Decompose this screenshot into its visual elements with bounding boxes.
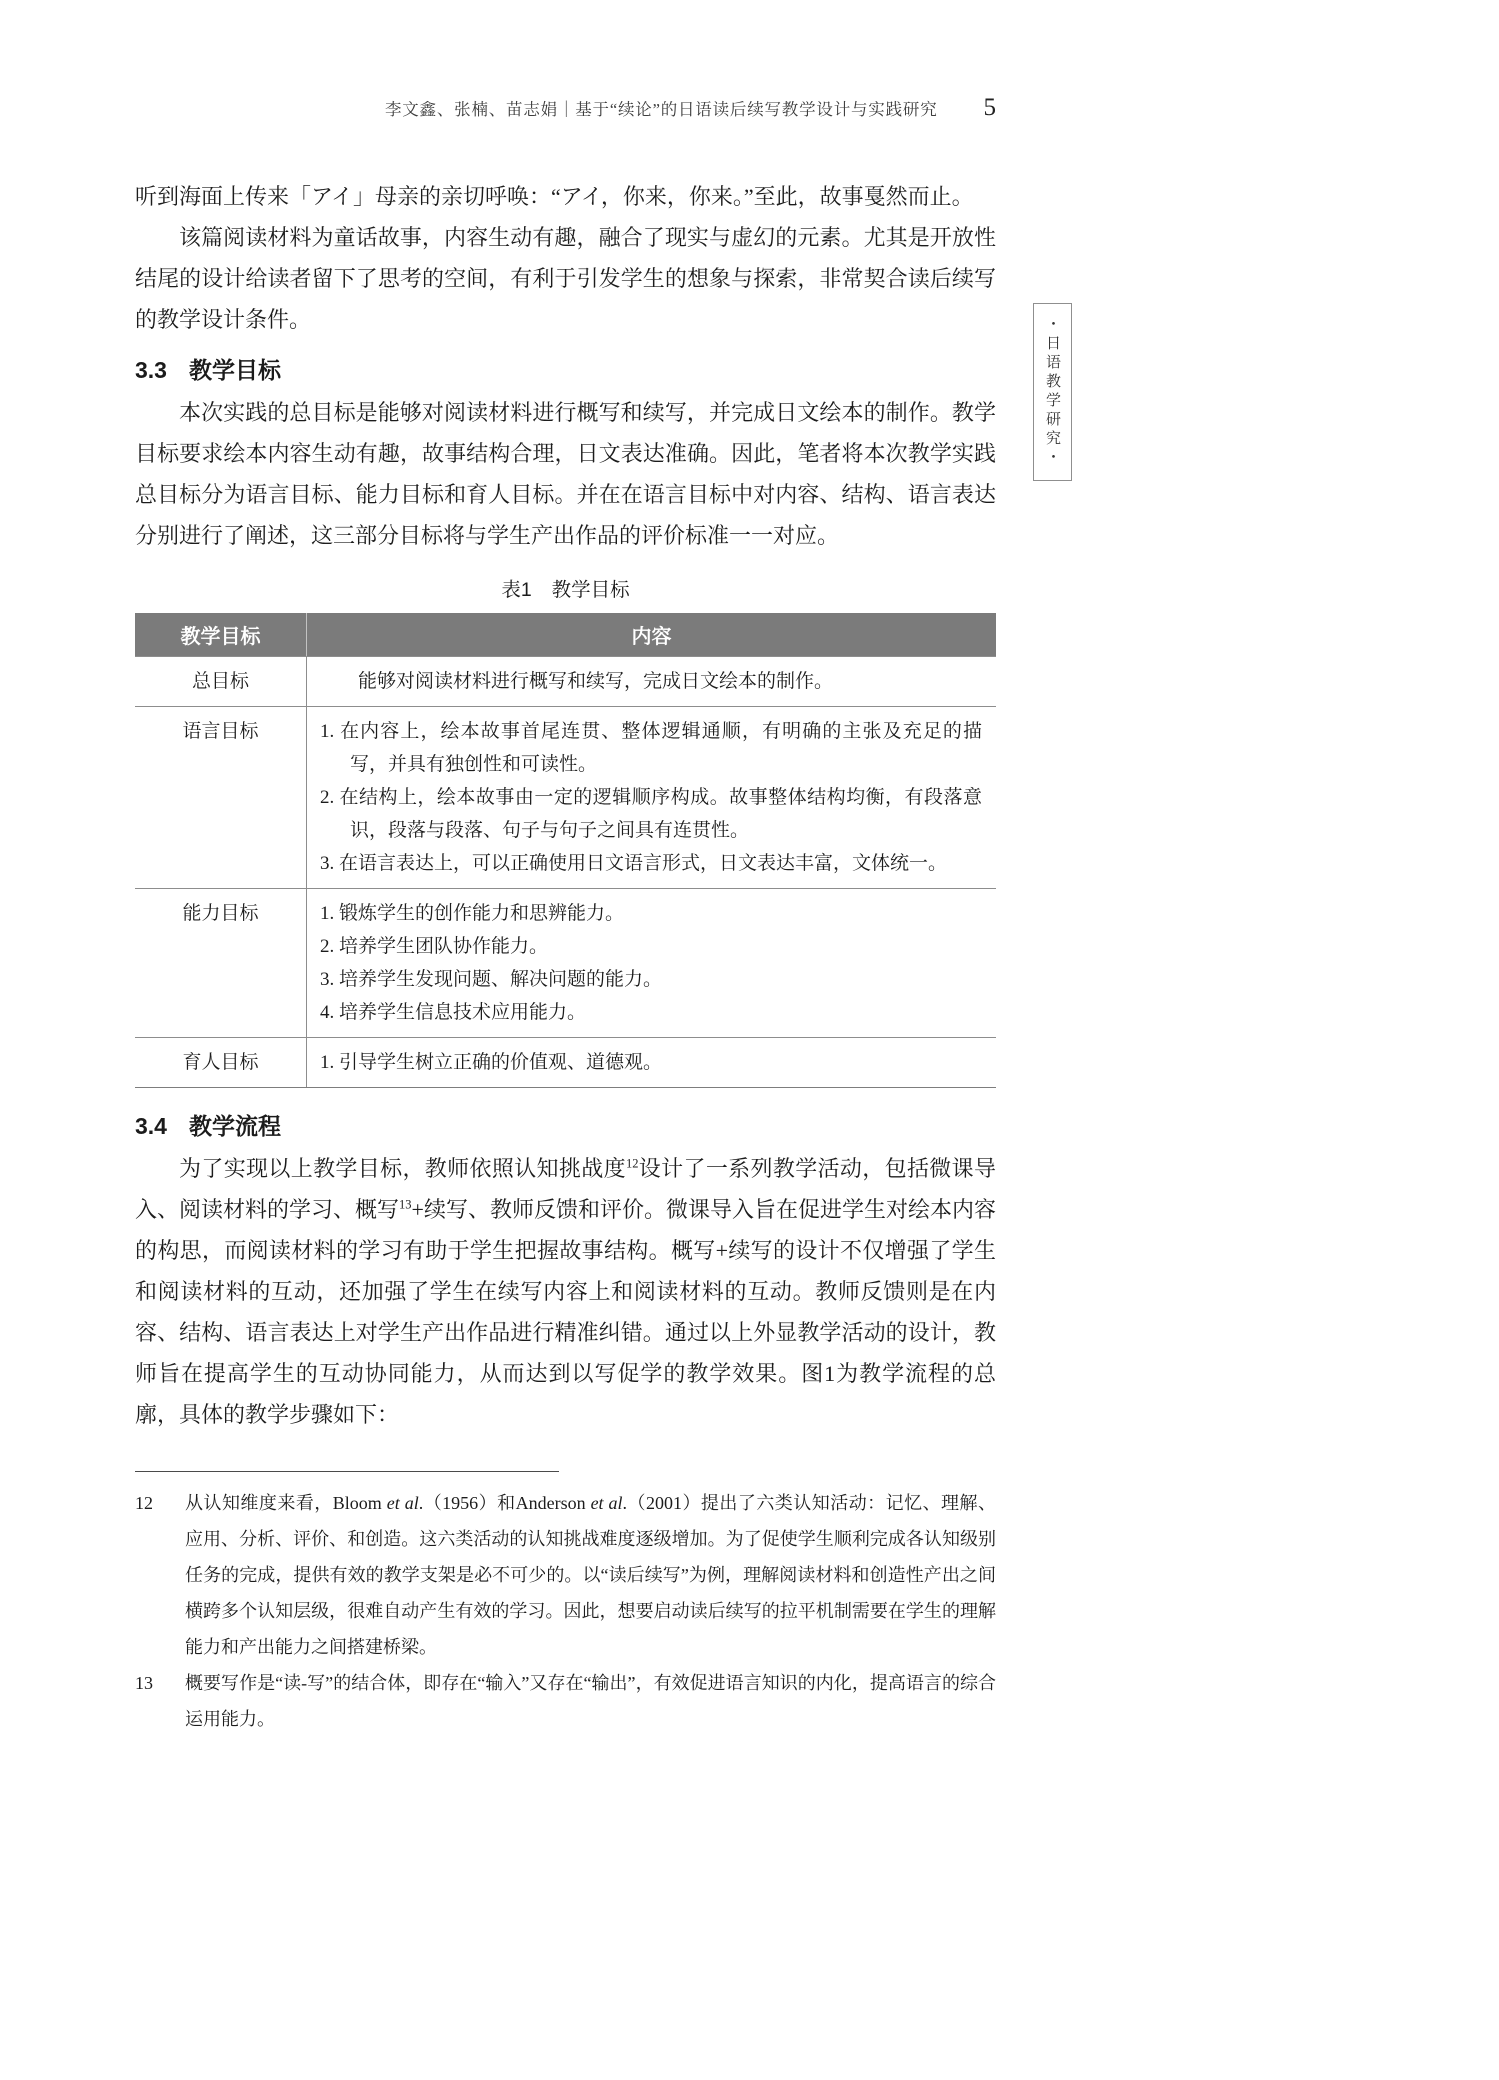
table-row-content <box>306 657 996 706</box>
footnote-italic: et al <box>386 1493 419 1513</box>
footnote-italic: et al <box>590 1493 623 1513</box>
table-row-content <box>306 889 996 1037</box>
table-row-language-goal <box>135 706 996 888</box>
section-title: 教学目标 <box>188 357 281 383</box>
table-cell-text: 1. 在内容上，绘本故事首尾连贯、整体逻辑通顺，有明确的主张及充足的描写，并具有独创性和可读性。 <box>320 721 982 775</box>
footnote-number: 12 <box>135 1493 153 1513</box>
paragraph-segment: +续写、教师反馈和评价。微课导入旨在促进学生对绘本内容的构思，而阅读材料的学习有助于学生把握故事结构。概写+续写的设计不仅增强了学生和阅读材料的互动，还加强了学生在续写内容上和阅读材料的互动。教师反馈则是在内容、结构、语言表达上对学生产出作品进行精准纠错。通过以上外显教学活动的设计，教师旨在提高学生的互动协同能力，从而达到以写促学的教学效果。图1为教学流程的总廓，具体的教学步骤如下： <box>135 1197 996 1427</box>
table-cell-text: 1. 引导学生树立正确的价值观、道德观。 <box>320 1052 663 1073</box>
table-cell-text: 2. 培养学生团队协作能力。 <box>320 936 549 957</box>
table-header-row <box>135 613 996 656</box>
table-caption <box>135 574 996 602</box>
page-content <box>135 176 996 1737</box>
section-number: 3.4 <box>135 1113 167 1139</box>
footnote-divider <box>135 1471 559 1472</box>
table-cell-text: 1. 锻炼学生的创作能力和思辨能力。 <box>320 903 625 924</box>
table-row-label: 能力目标 <box>182 903 259 924</box>
footnote-segment: .（1956）和Anderson <box>418 1493 591 1513</box>
table-row-content <box>306 1038 996 1087</box>
paragraph-process <box>135 1148 996 1435</box>
footnote-ref-13: 13 <box>399 1197 412 1212</box>
footnote-number: 13 <box>135 1673 153 1693</box>
paragraph-continued: 听到海面上传来「アイ」母亲的亲切呼唤：“アイ，你来，你来。”至此，故事戛然而止。 <box>135 184 974 209</box>
footnote-13 <box>135 1665 996 1737</box>
journal-section-label: ・日语教学研究・ <box>1044 316 1061 468</box>
paragraph-intro: 该篇阅读材料为童话故事，内容生动有趣，融合了现实与虚幻的元素。尤其是开放性结尾的设计给读者留下了思考的空间，有利于引发学生的想象与探索，非常契合读后续写的教学设计条件。 <box>135 225 996 332</box>
table-row-content <box>306 707 996 888</box>
table-row-label: 育人目标 <box>182 1052 259 1073</box>
table-row-label: 总目标 <box>191 671 249 692</box>
page-number: 5 <box>983 94 996 121</box>
section-heading-3-4 <box>135 1108 996 1141</box>
footnote-segment: .（2001）提出了六类认知活动：记忆、理解、应用、分析、评价、和创造。这六类活动的认知挑战难度逐级增加。为了促使学生顺利完成各认知级别任务的完成，提供有效的教学支架是必不可少的。以“读后续写”为例，理解阅读材料和创造性产出之间横跨多个认知层级，很难自动产生有效的学习。因此，想要启动读后续写的拉平机制需要在学生的理解能力和产出能力之间搭建桥梁。 <box>185 1493 996 1657</box>
table-cell-text: 4. 培养学生信息技术应用能力。 <box>320 1002 587 1023</box>
table-row-label: 语言目标 <box>182 721 259 742</box>
paragraph-segment: 设计了一系列教学活动，包括微课导入、阅读材料的学习、概写 <box>135 1156 996 1222</box>
paragraph-segment: 为了实现以上教学目标，教师依照认知挑战度 <box>179 1156 626 1181</box>
table-cell-text: 3. 在语言表达上，可以正确使用日文语言形式，日文表达丰富，文体统一。 <box>320 853 948 874</box>
teaching-goals-table <box>135 613 996 1088</box>
table-caption-title: 教学目标 <box>551 579 630 601</box>
footnotes-section <box>135 1471 996 1737</box>
table-row-ability-goal <box>135 888 996 1037</box>
section-title: 教学流程 <box>188 1113 281 1139</box>
footnote-segment: 概要写作是“读-写”的结合体，即存在“输入”又存在“输出”，有效促进语言知识的内化，提高语言的综合运用能力。 <box>185 1673 996 1729</box>
footnote-text <box>185 1485 996 1665</box>
table-header-content: 内容 <box>306 613 996 656</box>
footnote-segment: 从认知维度来看，Bloom <box>185 1493 387 1513</box>
journal-section-tab <box>1033 303 1072 481</box>
paragraph-goals: 本次实践的总目标是能够对阅读材料进行概写和续写，并完成日文绘本的制作。教学目标要求绘本内容生动有趣，故事结构合理，日文表达准确。因此，笔者将本次教学实践总目标分为语言目标、能力目标和育人目标。并在在语言目标中对内容、结构、语言表达分别进行了阐述，这三部分目标将与学生产出作品的评价标准一一对应。 <box>135 400 996 548</box>
table-cell-text: 3. 培养学生发现问题、解决问题的能力。 <box>320 969 663 990</box>
page-header <box>135 94 996 122</box>
table-row-moral-goal <box>135 1037 996 1087</box>
footnote-ref-12: 12 <box>625 1156 639 1171</box>
footnote-12 <box>135 1485 996 1665</box>
table-cell-text: 2. 在结构上，绘本故事由一定的逻辑顺序构成。故事整体结构均衡，有段落意识，段落与段落、句子与句子之间具有连贯性。 <box>320 787 982 841</box>
table-caption-label: 表1 <box>501 579 532 601</box>
table-header-goal: 教学目标 <box>180 626 261 648</box>
footnote-text <box>185 1665 996 1737</box>
table-cell-text: 能够对阅读材料进行概写和续写，完成日文绘本的制作。 <box>358 671 834 692</box>
running-title: 李文鑫、张楠、苗志娟｜基于“续论”的日语读后续写教学设计与实践研究 <box>384 100 938 119</box>
section-number: 3.3 <box>135 357 167 383</box>
section-heading-3-3 <box>135 352 996 385</box>
table-row-overall-goal <box>135 656 996 706</box>
